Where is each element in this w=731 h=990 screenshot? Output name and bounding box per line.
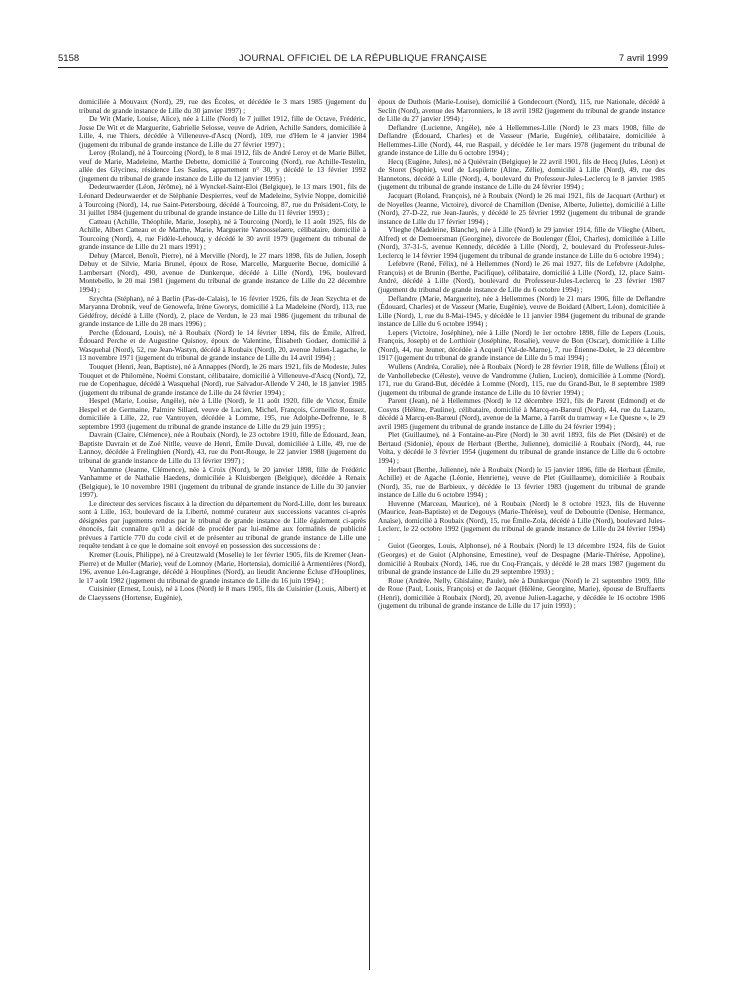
page-header [58,53,668,67]
paragraph: Vanhamme (Jeanne, Clémence), née à Croix (Nord), le 20 janvier 1898, fille de Frédéric Vanhamme et de Nathalie Haedens, domiciliée à Kluisbergen (Belgique), décédée à Renaix (Belgique), le 10 novembre 1981 (jugement du tribunal de grande instance de Lille du 30 janvier 1997). [79,464,366,500]
issue-date: 7 avril 1999 [618,53,668,64]
paragraph: Kremer (Louis, Philippe), né à Creutzwald (Moselle) le 1er février 1905, fils de Kremer (Jean-Pierre) et de Muller (Marie), veuf de Lomnoy (Marie, Hortensia), domicilié à Armentières (Nord), 196, avenue Léo-Lagrange, décédé à Houplines (Nord), au lieudit Ancienne Écluse d'Houplines, le 17 août 1982 (jugement du tribunal de grande instance de Lille du 16 juin 1994) ; [79,549,366,585]
left-column [79,98,366,602]
paragraph: époux de Duthois (Marie-Louise), domicilié à Gondecourt (Nord), 115, rue Nationale, décédé à Seclin (Nord), avenue des Marronniers, le 18 avril 1982 (jugement du tribunal de grande instance de Lille du 27 janvier 1994) ; [378,97,665,124]
paragraph: Cuisinier (Ernest, Louis), né à Loos (Nord) le 8 mars 1905, fils de Cuisinier (Louis, Albert) et de Claeyssens (Hortense, Eugénie), [79,584,366,602]
paragraph: Deflandre (Marie, Marguerite), née à Hellemmes (Nord) le 21 mars 1906, fille de Deflandre (Édouard, Charles) et de Vasseur (Marie, Eugénie), veuve de Boidard (Albert, Léon), domiciliée à Lille (Nord), 1, rue du 8-Mai-1945, y décédée le 11 janvier 1984 (jugement du tribunal de grande instance de Lille du 6 octobre 1994) ; [378,293,665,329]
paragraph: Hespel (Marie, Louise, Angèle), née à Lille (Nord), le 11 août 1920, fille de Victor, Émile Hespel et de Germaine, Palmire Sillard, veuve de Lucien, Michel, François, Corneille Roussez, domiciliée à Lille, 22, rue Vantroyen, décédée à Lomme, 195, rue Adolphe-Defrenne, le 8 septembre 1993 (jugement du tribunal de grande instance de Lille du 29 juin 1995) ; [79,396,366,431]
paragraph: Perche (Édouard, Louis), né à Roubaix (Nord) le 14 février 1894, fils de Émile, Alfred, Édouard Perche et de Augustine Quisnoy, époux de Valentine, Élisabeth Godaer, domicilié à Wasquehal (Nord), 52, rue Jean-Wastyn, décédé à Roubaix (Nord), 20, avenue Julien-Lagache, le 13 novembre 1971 (jugement du tribunal de grande instance de Lille du 14 avril 1994) ; [79,327,366,363]
paragraph: Roue (Andrée, Nelly, Ghislaine, Paule), née à Dunkerque (Nord) le 21 septembre 1909, fille de Roue (Paul, Louis, François) et de Jacquet (Hélène, Georgine, Marie), épouse de Bruffaerts (Henri), domiciliée à Roubaix (Nord), 20, avenue Julien-Lagache, y décédée le 16 octobre 1986 (jugement du tribunal de grande instance de Lille du 17 juin 1993) ; [378,575,665,611]
journal-title: JOURNAL OFFICIEL DE LA RÉPUBLIQUE FRANÇAISE [238,53,488,64]
paragraph: Guiot (Georges, Louis, Alphonse), né à Roubaix (Nord) le 13 décembre 1924, fils de Guiot (Georges) et de Guiot (Alphonsine, Ernestine), veuf de Despagne (Marie-Thérèse, Appoline), domicilié à Roubaix (Nord), 146, rue du Coq-Français, y décédé le 28 mars 1987 (jugement du tribunal de grande instance de Lille du 29 septembre 1993) ; [378,541,665,577]
paragraph: Davrain (Claire, Clémence), née à Roubaix (Nord), le 23 octobre 1910, fille de Édouard, Jean, Baptiste Davrain et de Zoé Nitlle, veuve de Henri, Émile Duval, domiciliée à Lille, 49, rue de Lannoy, décédée à Frelinghien (Nord), 43, rue du Pont-Rouge, le 22 janvier 1988 (jugement du tribunal de grande instance de Lille du 13 février 1997) ; [79,430,366,465]
paragraph: Plet (Guillaume), né à Fontaine-au-Pire (Nord) le 30 avril 1893, fils de Plet (Désiré) et de Bertaud (Sidonie), époux de Herbaut (Berthe, Julienne), domicilié à Roubaix (Nord), 44, rue Volta, y décédé le 3 février 1954 (jugement du tribunal de grande instance de Lille du 6 octobre 1994) ; [378,430,665,465]
paragraph: Lefebvre (René, Félix), né à Hellemmes (Nord) le 26 mai 1927, fils de Lefebvre (Adolphe, François) et de Brunin (Berthe, Pacifique), célibataire, domicilié à Lille (Nord), 12, place Saint-André, décédé à Lille (Nord), boulevard du Professeur-Jules-Leclercq le 23 février 1987 (jugement du tribunal de grande instance de Lille du 6 octobre 1994) ; [378,259,665,295]
right-column [378,98,665,611]
paragraph: Wullens (Andréa, Coralie), née à Roubaix (Nord) le 28 février 1918, fille de Wullens (Éloi) et de Vanhollebecke (Céleste), veuve de Vandromme (Julien, Lucien), domiciliée à Lomme (Nord), 171, rue du Grand-But, décédée à Lomme (Nord), 115, rue du Grand-But, le 8 septembre 1989 (jugement du tribunal de grande instance de Lille du 10 février 1994) ; [378,361,665,397]
paragraph: Parent (Jean), né à Hellemmes (Nord) le 12 décembre 1921, fils de Parent (Edmond) et de Cosyns (Hélène, Pauline), célibataire, domicilié à Marcq-en-Barœul (Nord), 44, rue du Lazaro, décédé à Marcq-en-Barœul (Nord), avenue de la Marne, à l'arrêt du tramway « Le Quesne », le 29 avril 1985 (jugement du tribunal de grande instance de Lille du 24 février 1994) ; [378,396,665,431]
paragraph: Lepers (Victoire, Joséphine), née à Lille (Nord) le 1er octobre 1898, fille de Lepers (Louis, François, Joseph) et de Lorthioir (Joséphine, Rosalie), veuve de Bon (Oscar), domiciliée à Lille (Nord), 44, rue Jeuner, décédée à Acqueil (Val-de-Marne), 7, rue Étienne-Dolet, le 23 décembre 1917 (jugement du tribunal de grande instance de Lille du 5 mai 1994) ; [378,327,665,363]
column-divider [369,98,370,970]
paragraph: Leroy (Roland), né à Tourcoing (Nord), le 8 mai 1912, fils de André Leroy et de Marie Billet, veuf de Marie, Madeleine, Marthe Debette, domicilié à Tourcoing (Nord), rue Achille-Testelin, allée des Glycines, résidence Les Saules, appartement n° 30, y décédé le 13 février 1992 (jugement du tribunal de grande instance de Lille du 12 janvier 1995) ; [79,148,366,183]
paragraph: Herbaut (Berthe, Julienne), née à Roubaix (Nord) le 15 janvier 1896, fille de Herbaut (Émile, Achille) et de Agache (Léonie, Henriette), veuve de Plet (Guillaume), domiciliée à Roubaix (Nord), 35, rue de Barbieux, y décédée le 13 février 1983 (jugement du tribunal de grande instance de Lille du 6 octobre 1994) ; [378,464,665,500]
paragraph: Jacquart (Roland, François), né à Roubaix (Nord) le 26 mai 1921, fils de Jacquart (Arthur) et de Noyelles (Jeanne, Victoire), divorcé de Charnillon (Denise, Alberte, Juliette), domicilié à Lille (Nord), 27-D-22, rue Jean-Jaurès, y décédé le 25 février 1992 (jugement du tribunal de grande instance de Lille du 17 février 1994) ; [378,191,665,226]
paragraph: Szychta (Stéphan), né à Barlin (Pas-de-Calais), le 16 février 1926, fils de Jean Szychta et de Maryanna Drobnik, veuf de Genowefa, Irène Gworys, domicilié à La Madeleine (Nord), 113, rue Gédéfroy, décédé à Lille (Nord), 2, place de Verdun, le 23 mai 1986 (jugement du tribunal de grande instance de Lille du 28 mars 1996) ; [79,293,366,329]
paragraph: Deflandre (Lucienne, Angèle), née à Hellemmes-Lille (Nord) le 23 mars 1908, fille de Deflandre (Édouard, Charles) et de Vasseur (Marie, Eugénie), célibataire, domiciliée à Hellemmes-Lille (Nord), 44, rue Raspail, y décédée le 1er mars 1978 (jugement du tribunal de grande instance de Lille du 6 octobre 1994) ; [378,122,665,158]
paragraph: Huvenne (Marceau, Maurice), né à Roubaix (Nord) le 8 octobre 1923, fils de Huvenne (Maurice, Jean-Baptiste) et de Degouys (Marie-Thérèse), veuf de Deboutrie (Denise, Hermance, Anaïse), domicilié à Roubaix (Nord), 15, rue Émile-Zola, décédé à Lille (Nord), boulevard Jules-Leclerc, le 22 octobre 1992 (jugement du tribunal de grande instance de Lille du 24 février 1994) ; [378,498,665,542]
paragraph: Dehuy (Marcel, Benoît, Pierre), né à Merville (Nord), le 27 mars 1898, fils de Julien, Joseph Dehuy et de Silvie, Maria Brunel, époux de Rose, Marcelle, Marguerite Becue, domicilié à Lambersart (Nord), 490, avenue de Dunkerque, décédé à Lille (Nord), 196, boulevard Montebello, le 20 mai 1981 (jugement du tribunal de grande instance de Lille du 22 décembre 1994) ; [79,250,366,295]
paragraph: De Wit (Marie, Louise, Alice), née à Lille (Nord) le 7 juillet 1912, fille de Octave, Frédéric, Josse De Wit et de Marguerite, Gabrielle Selosse, veuve de Adrien, Achille Sanders, domiciliée à Lille, 4, rue Thiers, décédée à Villeneuve-d'Ascq (Nord), 109, rue d'Hem le 4 janvier 1984 (jugement du tribunal de grande instance de Lille du 27 février 1997) ; [79,114,366,149]
page-number: 5158 [58,53,80,64]
paragraph: Le directeur des services fiscaux à la direction du département du Nord-Lille, dont les bureaux sont à Lille, 163, boulevard de la Liberté, nommé curateur aux successions vacantes ci-après désignées par jugements rendus par le tribunal de grande instance de Lille également ci-après énoncés, fait connaître qu'il a décidé de procéder par lui-même aux formalités de publicité prévues à l'article 770 du code civil et de présenter au tribunal de grande instance de Lille une requête tendant à ce que le domaine soit envoyé en possession des successions de : [79,498,366,551]
header-rule [58,67,668,68]
paragraph: Vlieghe (Madeleine, Blanche), née à Lille (Nord) le 29 janvier 1914, fille de Vlieghe (Albert, Alfred) et de Demoersman (Georgine), divorcée de Boulenger (Éloi, Charles), domiciliée à Lille (Nord), 37-31-5, avenue Kennedy, décédée à Lille (Nord), 2, boulevard du Professeur-Jules-Leclercq le 14 février 1994 (jugement du tribunal de grande instance de Lille du 6 octobre 1994) ; [378,225,665,260]
paragraph: Catteau (Achille, Théophile, Marie, Joseph), né à Tourcoing (Nord), le 11 août 1925, fils de Achille, Albert Catteau et de Marthe, Marie, Marguerite Vanoosselaere, célibataire, domicilié à Tourcoing (Nord), 4, rue Fidèle-Lehoucq, y décédé le 30 avril 1979 (jugement du tribunal de grande instance de Lille du 21 mars 1991) ; [79,216,366,252]
paragraph: domiciliée à Mouvaux (Nord), 29, rue des Écoles, et décédée le 3 mars 1985 (jugement du tribunal de grande instance de Lille du 30 janvier 1997) ; [79,97,366,115]
paragraph: Touquet (Henri, Jean, Baptiste), né à Annappes (Nord), le 26 mars 1921, fils de Modeste, Jules Touquet et de Philomène, Noémi Constant, célibataire, domicilié à Villeneuve-d'Ascq (Nord), 72, rue de Copenhague, décédé à Wasquehal (Nord), rue Salvador-Allende V 240, le 18 janvier 1985 (jugement du tribunal de grande instance de Lille du 24 février 1994) ; [79,361,366,397]
paragraph: Hecq (Eugène, Jules), né à Quiévrain (Belgique) le 22 avril 1901, fils de Hecq (Jules, Léon) et de Storet (Sophie), veuf de Lespilette (Aline, Zélie), domicilié à Lille (Nord), 49, rue des Hannetons, décédé à Lille (Nord), 4, boulevard du Professeur-Jules-Leclercq le 8 janvier 1985 (jugement du tribunal de grande instance de Lille du 24 février 1994) ; [378,156,665,192]
paragraph: Dedeurwaerder (Léon, Jérôme), né à Wynckel-Saint-Eloi (Belgique), le 13 mars 1901, fils de Léonard Dedeurwaerder et de Stéphanie Despierres, veuf de Madeleine, Sylvie Noppe, domicilié à Tourcoing (Nord), 14, rue Saint-Petersbourg, décédé à Tourcoing, 87, rue du Président-Coty, le 31 juillet 1984 (jugement du tribunal de grande instance de Lille du 11 février 1993) ; [79,182,366,218]
